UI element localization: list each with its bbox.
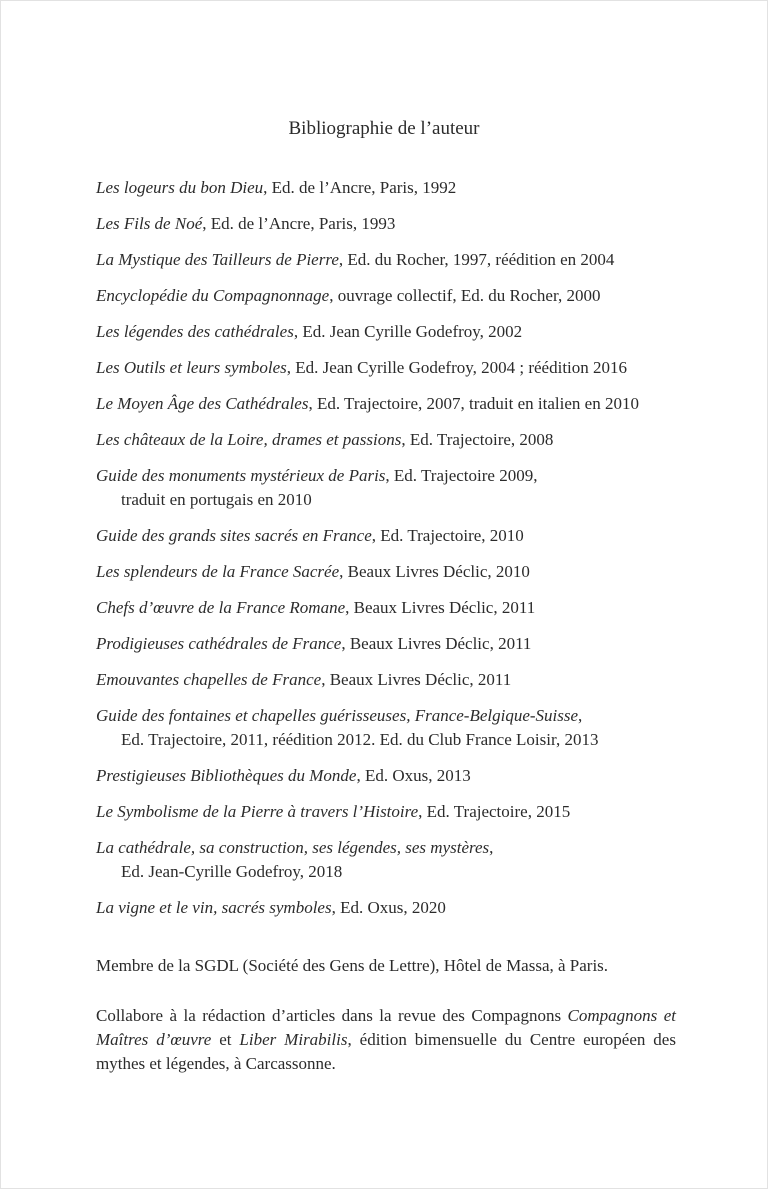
bibliography-entry (96, 704, 686, 752)
bibliography-entry (96, 800, 686, 824)
journal-title: Compagnons et Maîtres d’œuvre (96, 1006, 677, 1049)
work-details: , Beaux Livres Déclic, 2011 (341, 634, 532, 653)
work-details-continued: Ed. Jean-Cyrille Godefroy, 2018 (121, 862, 343, 881)
membership-note: Membre de la SGDL (Société des Gens de Lettre), Hôtel de Massa, à Paris. (96, 956, 609, 975)
collab-rest: , édition bimensuelle du Centre européen des mythes et légendes, à Carcassonne. (96, 1030, 676, 1073)
work-details: , Ed. Jean Cyrille Godefroy, 2004 ; réédition 2016 (286, 358, 628, 377)
work-title: La vigne et le vin, sacrés symboles (96, 898, 332, 917)
work-title: Les logeurs du bon Dieu (96, 178, 264, 197)
bibliography-entry (96, 428, 686, 452)
bibliography-entry (96, 896, 686, 920)
work-details: , Beaux Livres Déclic, 2011 (345, 598, 536, 617)
work-title: Emouvantes chapelles de France (96, 670, 322, 689)
work-title: Les Outils et leurs symboles (96, 358, 287, 377)
work-title: Les splendeurs de la France Sacrée (96, 562, 340, 581)
bibliography-entry (96, 212, 686, 236)
work-title: Les châteaux de la Loire, drames et passions (96, 430, 402, 449)
work-details: , Ed. Trajectoire 2009, (385, 466, 538, 485)
work-title: La cathédrale, sa construction, ses légendes, ses mystères (96, 838, 490, 857)
work-details: , Ed. Oxus, 2020 (331, 898, 446, 917)
bibliography-entry (96, 248, 686, 272)
work-details: , (578, 706, 583, 725)
bibliography-entry (96, 632, 686, 656)
work-details: , Ed. Trajectoire, 2007, traduit en italien en 2010 (308, 394, 639, 413)
work-details: , (489, 838, 494, 857)
work-details: , Ed. Trajectoire, 2008 (401, 430, 554, 449)
bibliography-entry (96, 668, 686, 692)
bibliography-entry (96, 836, 686, 884)
work-title: Guide des grands sites sacrés en France (96, 526, 372, 545)
work-details: , Ed. de l’Ancre, Paris, 1993 (202, 214, 396, 233)
page-title: Bibliographie de l’auteur (288, 118, 480, 139)
bibliography-entry (96, 284, 686, 308)
work-details: , Beaux Livres Déclic, 2010 (339, 562, 530, 581)
work-title: Le Symbolisme de la Pierre à travers l’Histoire (96, 802, 419, 821)
work-title: Le Moyen Âge des Cathédrales (96, 394, 309, 413)
work-details: , Beaux Livres Déclic, 2011 (321, 670, 512, 689)
bibliography-entry (96, 560, 686, 584)
edition-title: Liber Mirabilis (239, 1030, 348, 1049)
work-title: Guide des monuments mystérieux de Paris (96, 466, 386, 485)
bibliography-entry (96, 464, 686, 512)
work-title: La Mystique des Tailleurs de Pierre (96, 250, 339, 269)
work-details-continued: traduit en portugais en 2010 (121, 490, 312, 509)
bibliography-entry (96, 392, 686, 416)
work-title: Prodigieuses cathédrales de France (96, 634, 342, 653)
work-details: , Ed. Jean Cyrille Godefroy, 2002 (293, 322, 523, 341)
bibliography-entry (96, 320, 686, 344)
collab-intro: Collabore à la rédaction d’articles dans la revue des Compagnons (96, 1006, 568, 1025)
bibliography-entry (96, 596, 686, 620)
work-title: Encyclopédie du Compagnonnage (96, 286, 330, 305)
bibliography-list (96, 176, 686, 932)
work-details-continued: Ed. Trajectoire, 2011, réédition 2012. Ed. du Club France Loisir, 2013 (121, 730, 599, 749)
work-details: , Ed. Trajectoire, 2015 (418, 802, 571, 821)
collaboration-note (96, 1004, 676, 1076)
bibliography-entry (96, 176, 686, 200)
work-details: , Ed. Oxus, 2013 (356, 766, 471, 785)
work-details: , Ed. Trajectoire, 2010 (371, 526, 524, 545)
work-title: Chefs d’œuvre de la France Romane (96, 598, 346, 617)
work-title: Prestigieuses Bibliothèques du Monde (96, 766, 357, 785)
work-details: , Ed. du Rocher, 1997, réédition en 2004 (338, 250, 615, 269)
bibliography-entry (96, 356, 686, 380)
work-title: Les légendes des cathédrales (96, 322, 294, 341)
work-title: Les Fils de Noé (96, 214, 203, 233)
collab-conj: et (211, 1030, 240, 1049)
work-title: Guide des fontaines et chapelles guérisseuses, France-Belgique-Suisse (96, 706, 579, 725)
bibliography-entry (96, 524, 686, 548)
work-details: , ouvrage collectif, Ed. du Rocher, 2000 (329, 286, 601, 305)
work-details: , Ed. de l’Ancre, Paris, 1992 (263, 178, 457, 197)
bibliography-entry (96, 764, 686, 788)
